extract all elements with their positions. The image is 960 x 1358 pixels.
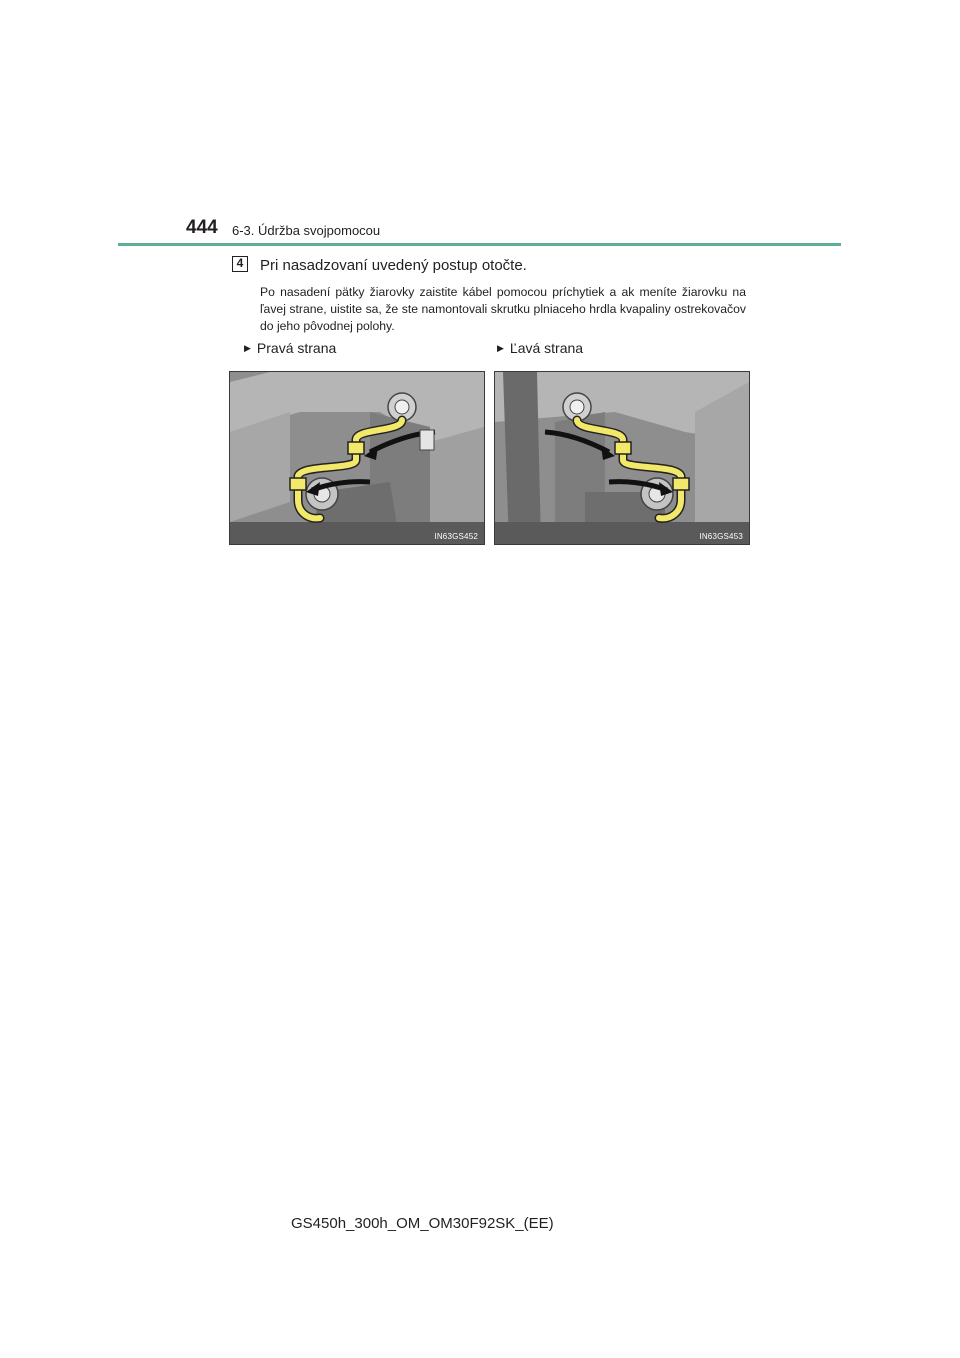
footer-model-code: GS450h_300h_OM_OM30F92SK_(EE) [291,1215,554,1232]
triangle-right-icon: ▶ [497,342,504,353]
figure-left-side [494,371,750,545]
section-title: 6-3. Údržba svojpomocou [232,223,381,238]
caption-left-side [497,340,583,356]
page-number: 444 [186,217,218,238]
caption-right-label: Pravá strana [256,340,337,356]
triangle-right-icon: ▶ [244,342,251,353]
figure-code-right: IN63GS452 [434,532,478,541]
step-text: Pri nasadzovaní uvedený postup otočte. [260,257,527,274]
caption-right-side [244,340,336,356]
figure-code-left: IN63GS453 [699,532,743,541]
figure-right-side [229,371,485,545]
step-note: Po nasadení pätky žiarovky zaistite kábel pomocou príchytiek a ak meníte žiarovku na ľavej strane, uistite sa, že ste namontovali skrutku plniaceho hrdla kvapaliny ostrekovačov do jeho pôvodnej polohy. [260,285,746,333]
headlight-bulb-illustration-right [230,372,484,544]
caption-left-label: Ľavá strana [509,340,584,356]
header-rule [118,243,841,246]
step-number-box: 4 [232,256,248,272]
headlight-bulb-illustration-left [495,372,749,544]
